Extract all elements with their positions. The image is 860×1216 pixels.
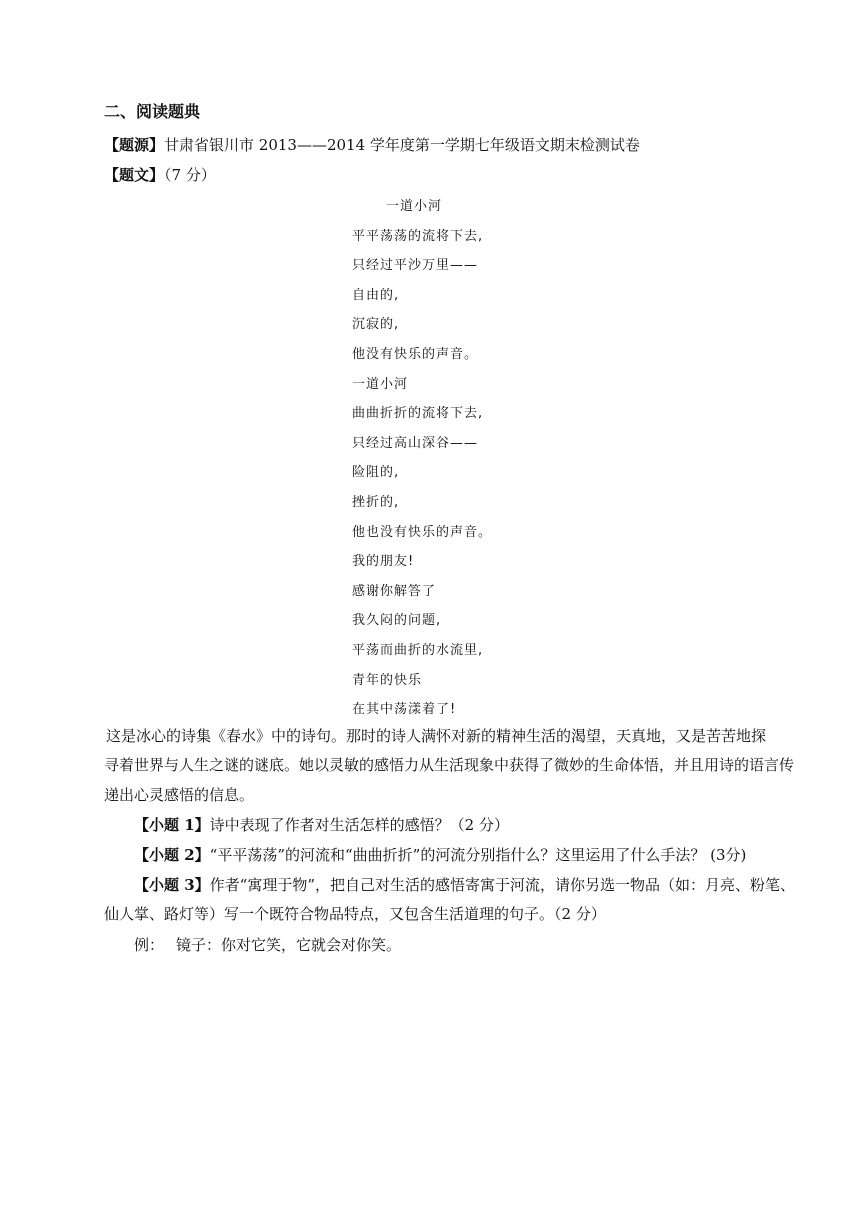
question-2 xyxy=(134,844,746,866)
poem-line: 他也没有快乐的声音。 xyxy=(352,524,493,540)
poem-line: 曲曲折折的流将下去, xyxy=(352,406,484,422)
source-line xyxy=(104,134,640,156)
example-label: 例： xyxy=(134,936,165,954)
intro-paragraph-line: 递出心灵感悟的信息。 xyxy=(104,786,255,804)
poem-line: 险阻的, xyxy=(352,465,400,481)
poem-line: 自由的, xyxy=(352,287,400,303)
section-heading: 二、阅读题典 xyxy=(104,102,201,121)
question-3-continuation: 仙人掌、路灯等）写一个既符合物品特点，又包含生活道理的句子。（2 分） xyxy=(104,905,606,923)
intro-paragraph-line: 这是冰心的诗集《春水》中的诗句。那时的诗人满怀对新的精神生活的渴望，天真地，又是苦苦地探 xyxy=(106,727,767,745)
question-1-text: 诗中表现了作者对生活怎样的感悟？（2 分） xyxy=(209,816,509,834)
poem-line: 平荡而曲折的水流里, xyxy=(352,642,484,658)
question-text-score: （7 分） xyxy=(164,166,216,184)
question-text-line xyxy=(104,164,216,186)
question-3 xyxy=(134,874,795,896)
question-1-tag: 【小题 1】 xyxy=(134,816,210,834)
poem-line: 我久闷的问题, xyxy=(352,613,442,629)
intro-paragraph-line: 寻着世界与人生之谜的谜底。她以灵敏的感悟力从生活现象中获得了微妙的生命体悟，并且用诗的语言传 xyxy=(104,756,795,774)
poem-line: 只经过高山深谷—— xyxy=(352,435,479,451)
poem-line: 一道小河 xyxy=(386,199,443,214)
poem-line: 在其中荡漾着了! xyxy=(352,702,457,718)
example-text: 镜子：你对它笑，它就会对你笑。 xyxy=(176,936,402,954)
poem-line: 只经过平沙万里—— xyxy=(352,258,479,274)
example-line xyxy=(134,934,401,956)
poem-line: 平平荡荡的流将下去, xyxy=(352,228,484,244)
question-text-tag: 【题文】 xyxy=(104,166,165,184)
poem-line: 沉寂的, xyxy=(352,317,400,333)
source-text: 甘肃省银川市 2013——2014 学年度第一学期七年级语文期末检测试卷 xyxy=(164,136,640,154)
poem xyxy=(352,192,492,725)
question-3-tag: 【小题 3】 xyxy=(134,876,210,894)
poem-line: 感谢你解答了 xyxy=(352,583,437,599)
question-1 xyxy=(134,814,509,836)
question-3-text: 作者“寓理于物”，把自己对生活的感悟寄寓于河流，请你另选一物品（如：月亮、粉笔、 xyxy=(209,876,796,894)
question-2-text: “平平荡荡”的河流和“曲曲折折”的河流分别指什么？这里运用了什么手法？ (3分) xyxy=(209,846,747,864)
source-tag: 【题源】 xyxy=(104,136,165,154)
poem-line: 挫折的, xyxy=(352,494,400,510)
poem-line: 一道小河 xyxy=(352,376,409,392)
poem-line: 我的朋友! xyxy=(352,554,415,570)
question-2-tag: 【小题 2】 xyxy=(134,846,210,864)
poem-line: 他没有快乐的声音。 xyxy=(352,346,479,362)
poem-line: 青年的快乐 xyxy=(352,672,423,688)
